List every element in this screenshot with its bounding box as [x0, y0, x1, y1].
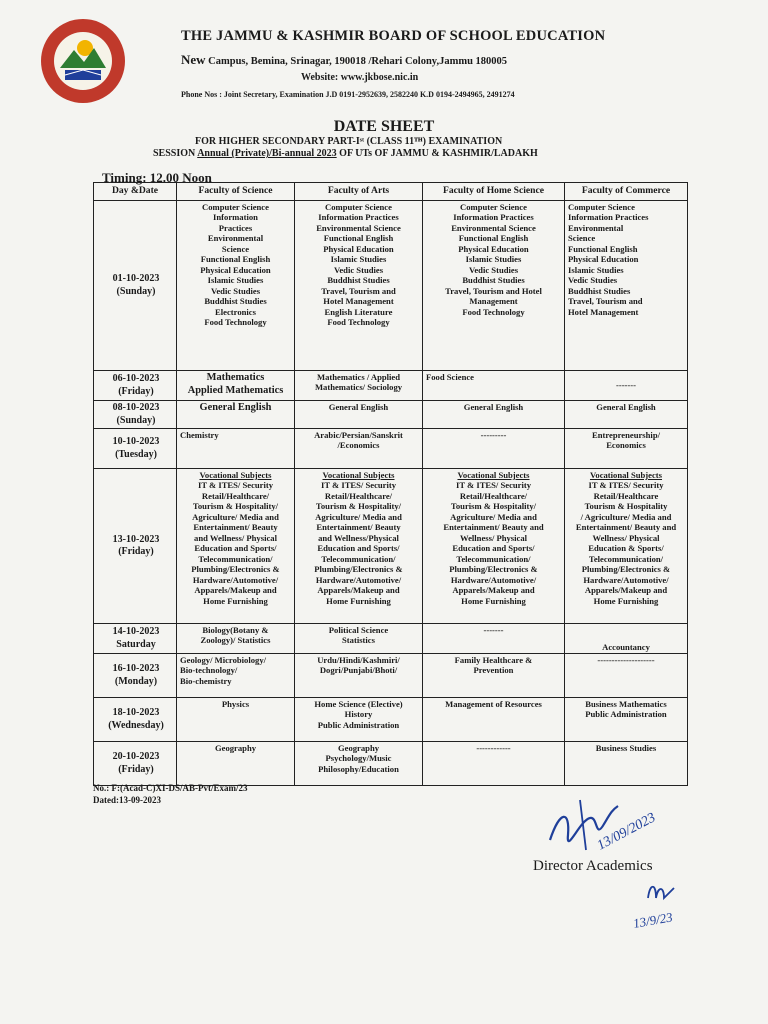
cell-home-science: Computer Science Information Practices Environmental Science Functional English Physical Education Islamic Studies Vedic Studies Buddhist Studies Travel, Tourism and Hotel Management Food Technology — [423, 201, 565, 371]
cell-arts: Arabic/Persian/Sanskrit /Economics — [295, 429, 423, 469]
table-row — [94, 654, 688, 698]
cell-commerce: Accountancy — [565, 624, 688, 654]
cell-commerce: Entrepreneurship/ Economics — [565, 429, 688, 469]
vocational-label: Vocational Subjects — [322, 470, 395, 480]
cell-arts: Computer Science Information Practices Environmental Science Functional English Physical Education Islamic Studies Vedic Studies Buddhist Studies Travel, Tourism and Hotel Management English Literature Food Technology — [295, 201, 423, 371]
reference-block — [93, 783, 247, 806]
row-date: 06-10-2023 (Friday) — [94, 371, 177, 401]
subtitle-session-name: Annual (Private)/Bi-annual 2023 — [197, 148, 337, 159]
table-row — [94, 371, 688, 401]
table-row — [94, 742, 688, 786]
header-arts: Faculty of Arts — [295, 183, 423, 201]
table-row — [94, 624, 688, 654]
table-row — [94, 469, 688, 624]
header-home-science: Faculty of Home Science — [423, 183, 565, 201]
cell-home-science: ------- — [423, 624, 565, 654]
cell-science: Biology(Botany & Zoology)/ Statistics — [177, 624, 295, 654]
cell-commerce: ------- — [565, 371, 688, 401]
row-date: 01-10-2023 (Sunday) — [94, 201, 177, 371]
cell-arts: Mathematics / Applied Mathematics/ Sociology — [295, 371, 423, 401]
header-commerce: Faculty of Commerce — [565, 183, 688, 201]
table-row — [94, 429, 688, 469]
cell-arts: Urdu/Hindi/Kashmiri/ Dogri/Punjabi/Bhoti/ — [295, 654, 423, 698]
row-date: 20-10-2023 (Friday) — [94, 742, 177, 786]
table-row — [94, 201, 688, 371]
table-row — [94, 698, 688, 742]
cell-science: Physics — [177, 698, 295, 742]
address-new: New — [181, 52, 206, 67]
cell-commerce: General English — [565, 401, 688, 429]
vocational-label: Vocational Subjects — [457, 470, 530, 480]
table-row — [94, 401, 688, 429]
initial-date: 13/9/23 — [631, 909, 674, 931]
row-date: 08-10-2023 (Sunday) — [94, 401, 177, 429]
director-designation: Director Academics — [533, 858, 653, 874]
row-date: 14-10-2023 Saturday — [94, 624, 177, 654]
exam-timing: Timing: 12.00 Noon — [102, 170, 212, 185]
subtitle-exam: FOR HIGHER SECONDARY PART-Iˢᵗ (CLASS 11ᵀᴴ) EXAMINATION — [195, 136, 503, 147]
vocational-label: Vocational Subjects — [199, 470, 272, 480]
letterhead — [181, 28, 741, 99]
cell-home-science: IT & ITES/ Security Retail/Healthcare/ Tourism & Hospitality/ Agriculture/ Media and Entertainment/ Beauty and Wellness/ Physical Education and Sports/ Telecommunication/ Plumbing/Electronics & Hardware/Automotive/ Apparels/Makeup and Home Furnishing — [443, 480, 544, 606]
signature-date: 13/09/2023 — [594, 810, 659, 854]
date-sheet-table — [93, 182, 688, 786]
cell-home-science: --------- — [423, 429, 565, 469]
row-date: 16-10-2023 (Monday) — [94, 654, 177, 698]
cell-arts: Geography Psychology/Music Philosophy/Education — [295, 742, 423, 786]
cell-home-science: Food Science — [423, 371, 565, 401]
reference-date: Dated:13-09-2023 — [93, 794, 161, 805]
cell-commerce: Computer Science Information Practices Environmental Science Functional English Physical Education Islamic Studies Vedic Studies Buddhist Studies Travel, Tourism and Hotel Management — [565, 201, 688, 371]
cell-home-science: ------------ — [423, 742, 565, 786]
cell-commerce: Business Mathematics Public Administration — [565, 698, 688, 742]
subtitle-session-suffix: OF UTs OF JAMMU & KASHMIR/LADAKH — [339, 148, 538, 159]
cell-commerce: -------------------- — [565, 654, 688, 698]
initial-signature — [630, 878, 720, 938]
cell-home-science: Family Healthcare & Prevention — [423, 654, 565, 698]
cell-science: Geology/ Microbiology/ Bio-technology/ Bio-chemistry — [177, 654, 295, 698]
reference-number: No.: F:(Acad-C)XI-DS/AB-Pvt/Exam/23 — [93, 783, 248, 793]
board-address — [181, 52, 741, 68]
row-date: 13-10-2023 (Friday) — [94, 469, 177, 624]
cell-commerce: IT & ITES/ Security Retail/Healthcare Tourism & Hospitality / Agriculture/ Media and Entertainment/ Beauty and Wellness/ Physical Education & Sports/ Telecommunication/ Plumbing/Electronics & Hardware/Automotive/ Apparels/Makeup and Home Furnishing — [575, 480, 677, 606]
document-title: DATE SHEET — [333, 118, 435, 135]
cell-home-science: Management of Resources — [423, 698, 565, 742]
cell-science: Geography — [177, 742, 295, 786]
vocational-label: Vocational Subjects — [589, 470, 663, 480]
row-date: 18-10-2023 (Wednesday) — [94, 698, 177, 742]
cell-science: Mathematics Applied Mathematics — [177, 371, 295, 401]
cell-arts: General English — [295, 401, 423, 429]
board-website: Website: www.jkbose.nic.in — [301, 72, 419, 83]
cell-science: IT & ITES/ Security Retail/Healthcare/ Tourism & Hospitality/ Agriculture/ Media and Entertainment/ Beauty and Wellness/ Physical Education and Sports/ Telecommunication/ Plumbing/Electronics & Hardware/Automotive/ Apparels/Makeup and Home Furnishing — [191, 480, 280, 606]
cell-science: General English — [177, 401, 295, 429]
subtitle-session — [153, 148, 538, 159]
board-phone: Phone Nos : Joint Secretary, Examination J.D 0191-2952639, 2582240 K.D 0194-2494965, 2491274 — [181, 90, 515, 99]
cell-commerce: Business Studies — [565, 742, 688, 786]
header-science: Faculty of Science — [177, 183, 295, 201]
subtitle-session-prefix: SESSION — [153, 148, 196, 159]
board-name: THE JAMMU & KASHMIR BOARD OF SCHOOL EDUCATION — [181, 28, 606, 44]
cell-arts: IT & ITES/ Security Retail/Healthcare/ Tourism & Hospitality/ Agriculture/ Media and Entertainment/ Beauty and Wellness/Physical Education and Sports/ Telecommunication/ Plumbing/Electronics & Hardware/Automotive/ Apparels/Makeup and Home Furnishing — [314, 480, 403, 606]
cell-home-science: General English — [423, 401, 565, 429]
jkbose-logo — [40, 18, 126, 104]
cell-arts: Political Science Statistics — [295, 624, 423, 654]
cell-arts: Home Science (Elective) History Public Administration — [295, 698, 423, 742]
address-text: Campus, Bemina, Srinagar, 190018 /Rehari Colony,Jammu 180005 — [208, 56, 508, 67]
cell-science: Chemistry — [177, 429, 295, 469]
header-day-date: Day &Date — [94, 183, 177, 201]
row-date: 10-10-2023 (Tuesday) — [94, 429, 177, 469]
cell-science: Computer Science Information Practices Environmental Science Functional English Physical Education Islamic Studies Vedic Studies Buddhist Studies Electronics Food Technology — [177, 201, 295, 371]
table-header-row — [94, 183, 688, 201]
